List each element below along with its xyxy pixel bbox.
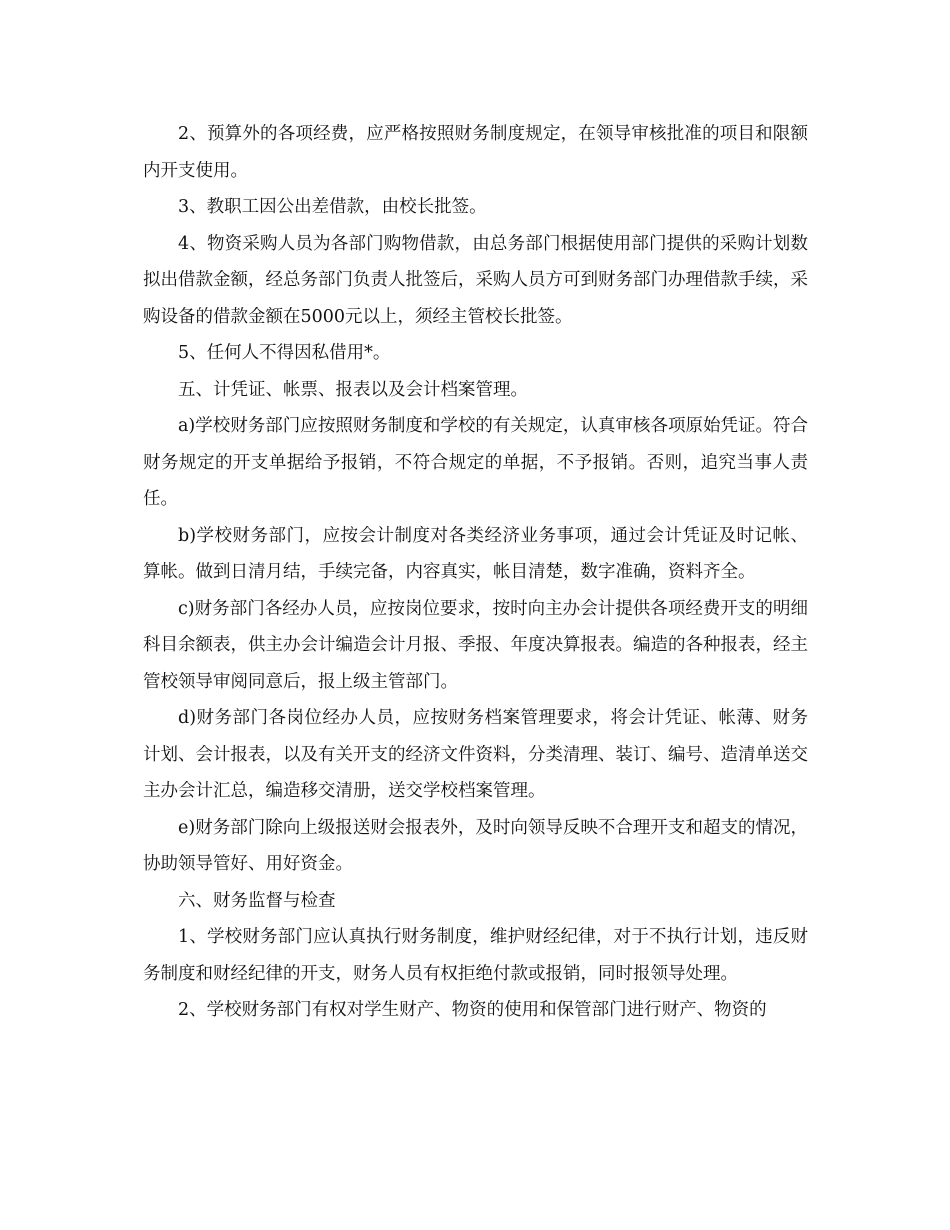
paragraph: 1、学校财务部门应认真执行财务制度，维护财经纪律，对于不执行计划，违反财务制度和财经纪律的开支，财务人员有权拒绝付款或报销，同时报领导处理。	[143, 927, 808, 984]
paragraph: d)财务部门各岗位经办人员，应按财务档案管理要求，将会计凭证、帐薄、财务计划、会计报表，以及有关开支的经济文件资料，分类清理、装订、编号、造清单送交主办会计汇总，编造移交清册，送交学校档案管理。	[143, 708, 808, 801]
paragraph: 3、教职工因公出差借款，由校长批签。	[178, 197, 487, 217]
paragraph: c)财务部门各经办人员，应按岗位要求，按时向主办会计提供各项经费开支的明细科目余额表，供主办会计编造会计月报、季报、年度决算报表。编造的各种报表，经主管校领导审阅同意后，报上级主管部门。	[143, 598, 808, 692]
paragraph: e)财务部门除向上级报送财会报表外，及时向领导反映不合理开支和超支的情况，协助领导管好、用好资金。	[143, 817, 808, 874]
paragraph: 2、预算外的各项经费，应严格按照财务制度规定，在领导审核批准的项目和限额内开支使用。	[143, 124, 808, 181]
section-heading: 五、计凭证、帐票、报表以及会计档案管理。	[178, 379, 528, 400]
document-body	[143, 116, 808, 1029]
paragraph: 2、学校财务部门有权对学生财产、物资的使用和保管部门进行财产、物资的	[178, 1000, 767, 1020]
paragraph: a)学校财务部门应按照财务制度和学校的有关规定，认真审核各项原始凭证。符合财务规定的开支单据给予报销，不符合规定的单据，不予报销。否则，追究当事人责任。	[143, 416, 808, 509]
section-heading: 六、财务监督与检查	[178, 890, 336, 911]
paragraph: 5、任何人不得因私借用*。	[178, 343, 391, 363]
paragraph: b)学校财务部门，应按会计制度对各类经济业务事项，通过会计凭证及时记帐、算帐。做到日清月结，手续完备，内容真实，帐目清楚，数字准确，资料齐全。	[143, 525, 808, 582]
paragraph: 4、物资采购人员为各部门购物借款，由总务部门根据使用部门提供的采购计划数拟出借款金额，经总务部门负责人批签后，采购人员方可到财务部门办理借款手续，采购设备的借款金额在5000元以上，须经主管校长批签。	[143, 233, 808, 327]
